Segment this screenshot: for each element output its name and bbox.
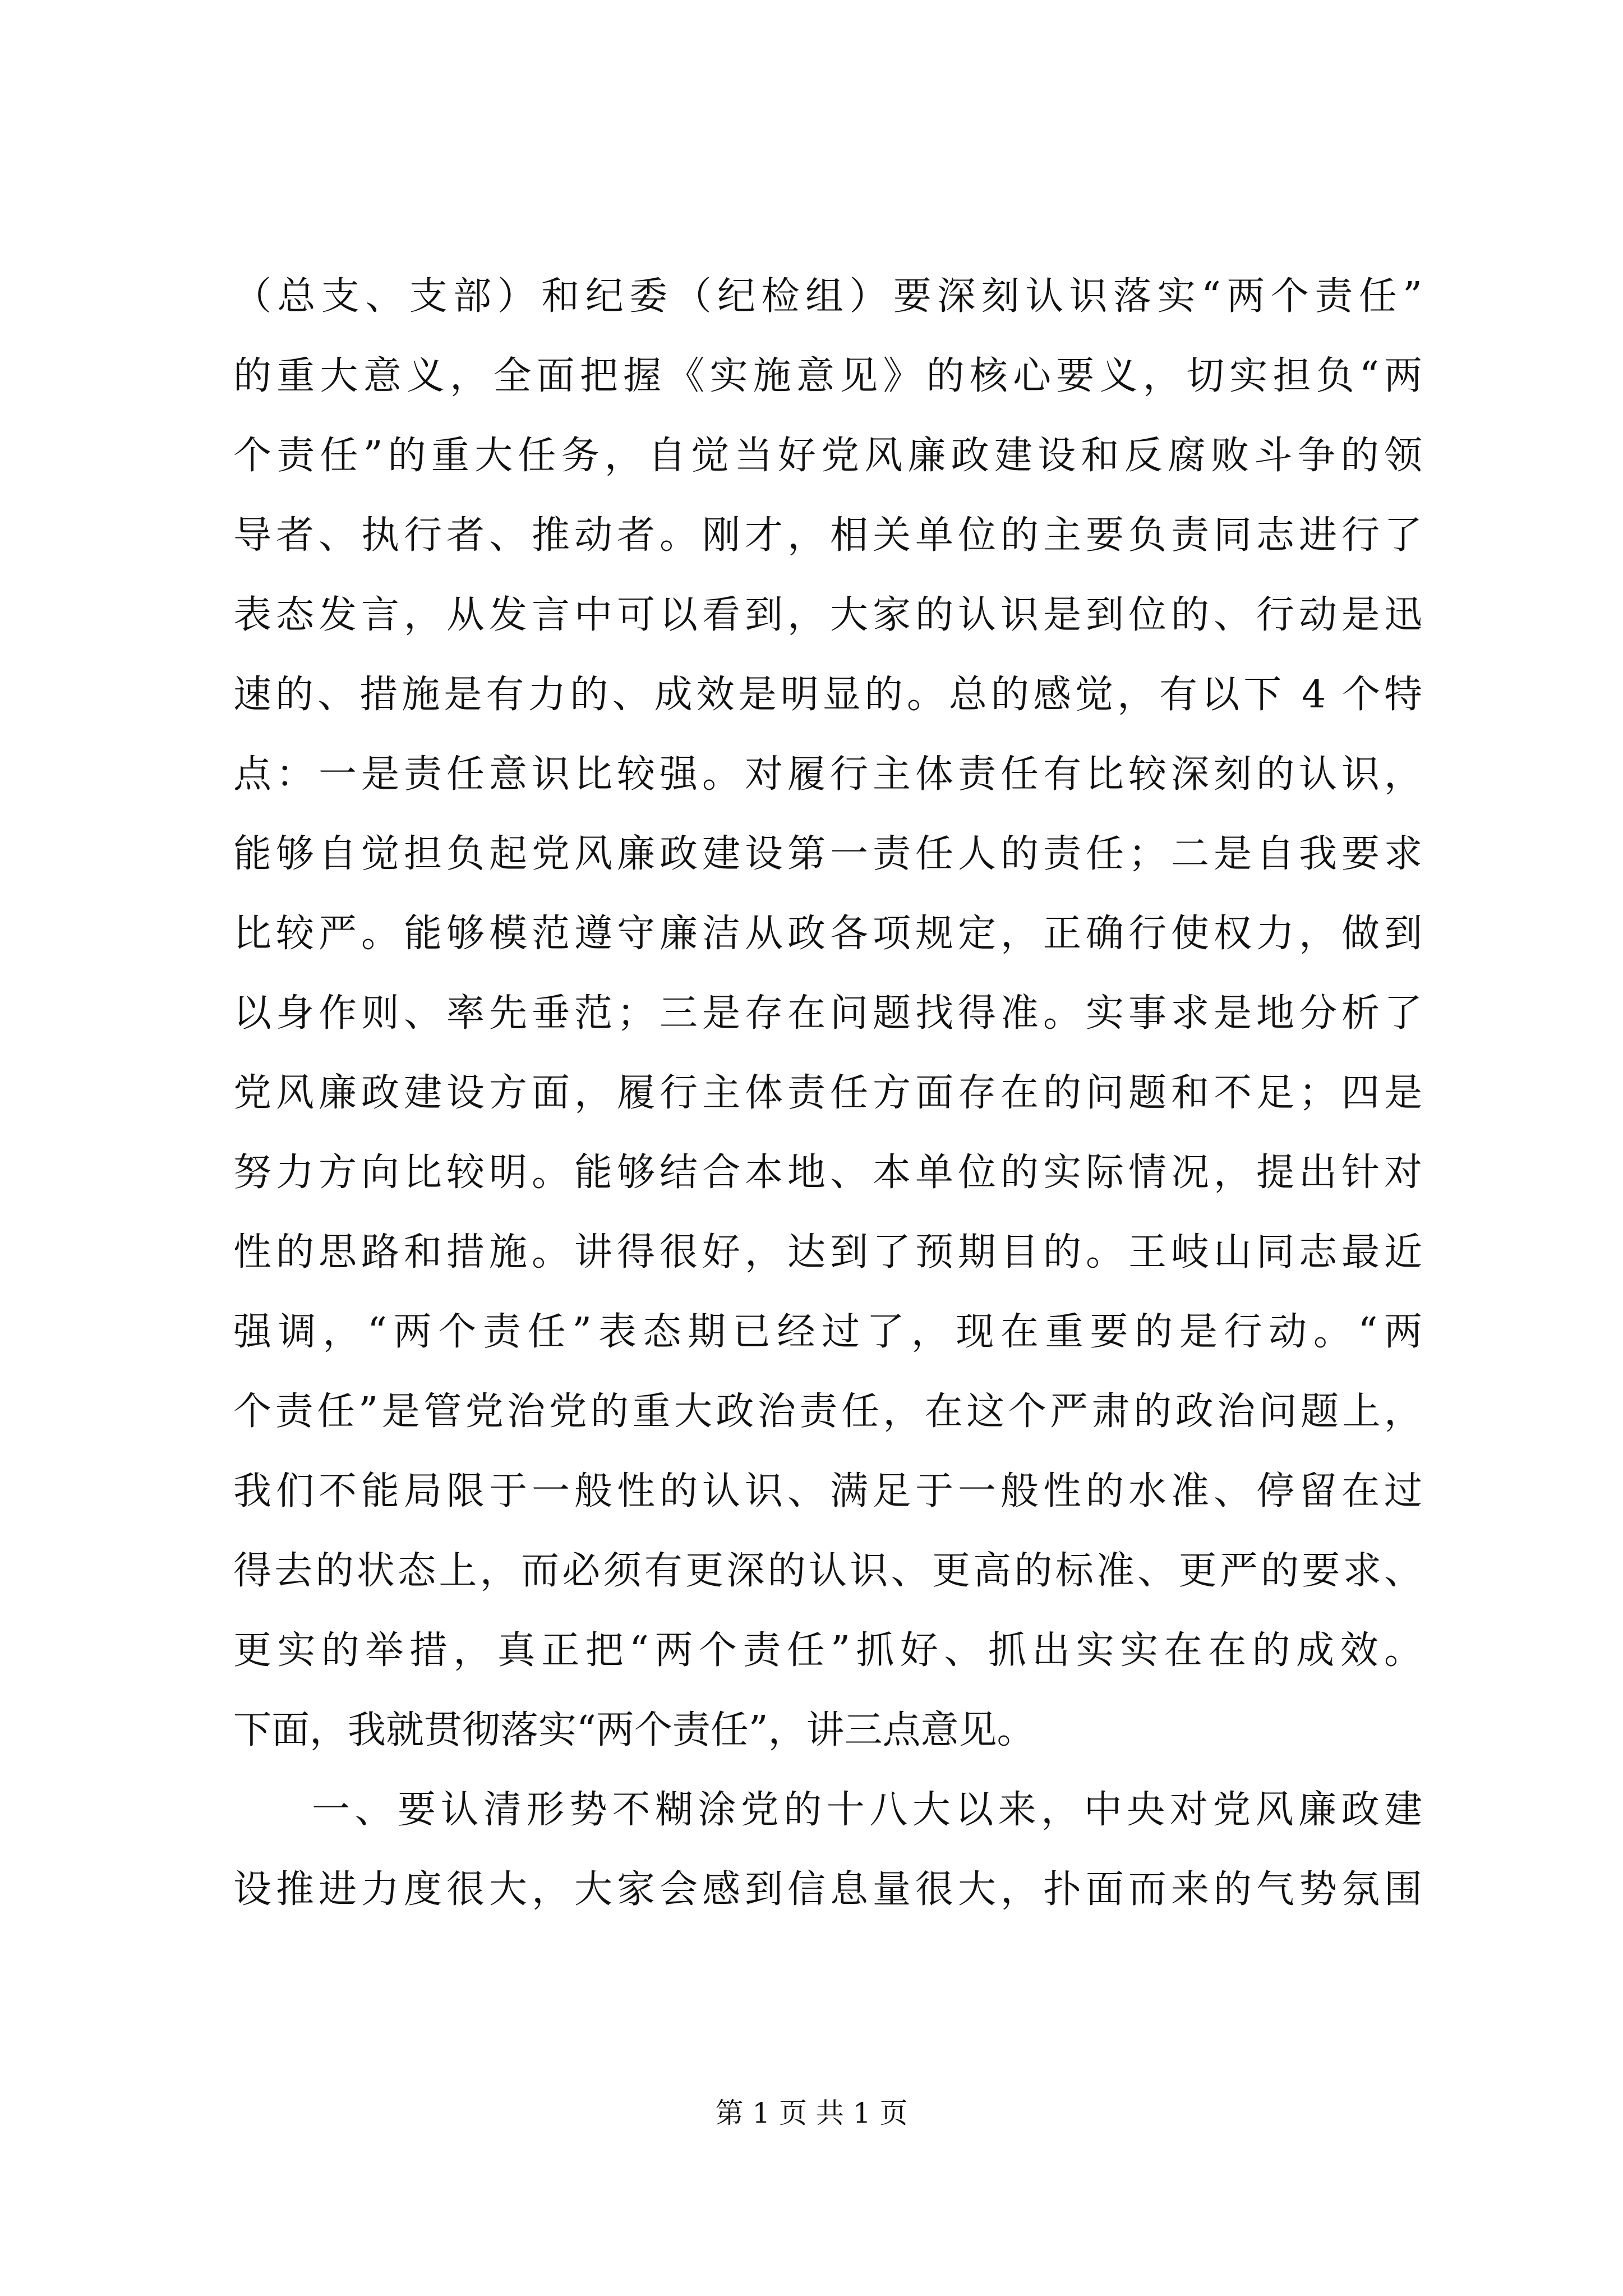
text-line: 个责任”的重大任务，自觉当好党风廉政建设和反腐败斗争的领	[233, 434, 1422, 478]
text-line: 得去的状态上，而必须有更深的认识、更高的标准、更严的要求、	[233, 1549, 1422, 1593]
text-line: 我们不能局限于一般性的认识、满足于一般性的水准、停留在过	[233, 1469, 1422, 1513]
text-line: （总支、支部）和纪委（纪检组）要深刻认识落实“两个责任”	[233, 274, 1422, 319]
text-line: 表态发言，从发言中可以看到，大家的认识是到位的、行动是迅	[233, 593, 1422, 637]
text-line: 更实的举措，真正把“两个责任”抓好、抓出实实在在的成效。	[233, 1628, 1422, 1673]
text-line: 比较严。能够模范遵守廉洁从政各项规定，正确行使权力，做到	[233, 912, 1422, 956]
text-line: 速的、措施是有力的、成效是明显的。总的感觉，有以下 4 个特	[233, 673, 1422, 717]
text-line: 的重大意义，全面把握《实施意见》的核心要义，切实担负“两	[233, 354, 1422, 398]
text-line: 性的思路和措施。讲得很好，达到了预期目的。王岐山同志最近	[233, 1230, 1422, 1274]
text-line: 设推进力度很大，大家会感到信息量很大，扑面而来的气势氛围	[233, 1867, 1422, 1912]
text-line: 个责任”是管党治党的重大政治责任，在这个严肃的政治问题上，	[233, 1389, 1422, 1434]
text-line: 党风廉政建设方面，履行主体责任方面存在的问题和不足；四是	[233, 1071, 1422, 1115]
body-text	[233, 257, 1422, 1930]
page-footer: 第 1 页 共 1 页	[715, 2097, 908, 2129]
text-line: 以身作则、率先垂范；三是存在问题找得准。实事求是地分析了	[233, 991, 1422, 1036]
text-line: 下面，我就贯彻落实“两个责任”，讲三点意见。	[233, 1708, 1035, 1752]
section-heading-line: 一、要认清形势不糊涂党的十八大以来，中央对党风廉政建	[312, 1788, 1422, 1832]
text-line: 点：一是责任意识比较强。对履行主体责任有比较深刻的认识，	[233, 752, 1422, 797]
text-line: 努力方向比较明。能够结合本地、本单位的实际情况，提出针对	[233, 1151, 1422, 1195]
text-line: 强调，“两个责任”表态期已经过了，现在重要的是行动。“两	[233, 1310, 1422, 1354]
text-line: 能够自觉担负起党风廉政建设第一责任人的责任；二是自我要求	[233, 832, 1422, 876]
text-line: 导者、执行者、推动者。刚才，相关单位的主要负责同志进行了	[233, 513, 1422, 558]
